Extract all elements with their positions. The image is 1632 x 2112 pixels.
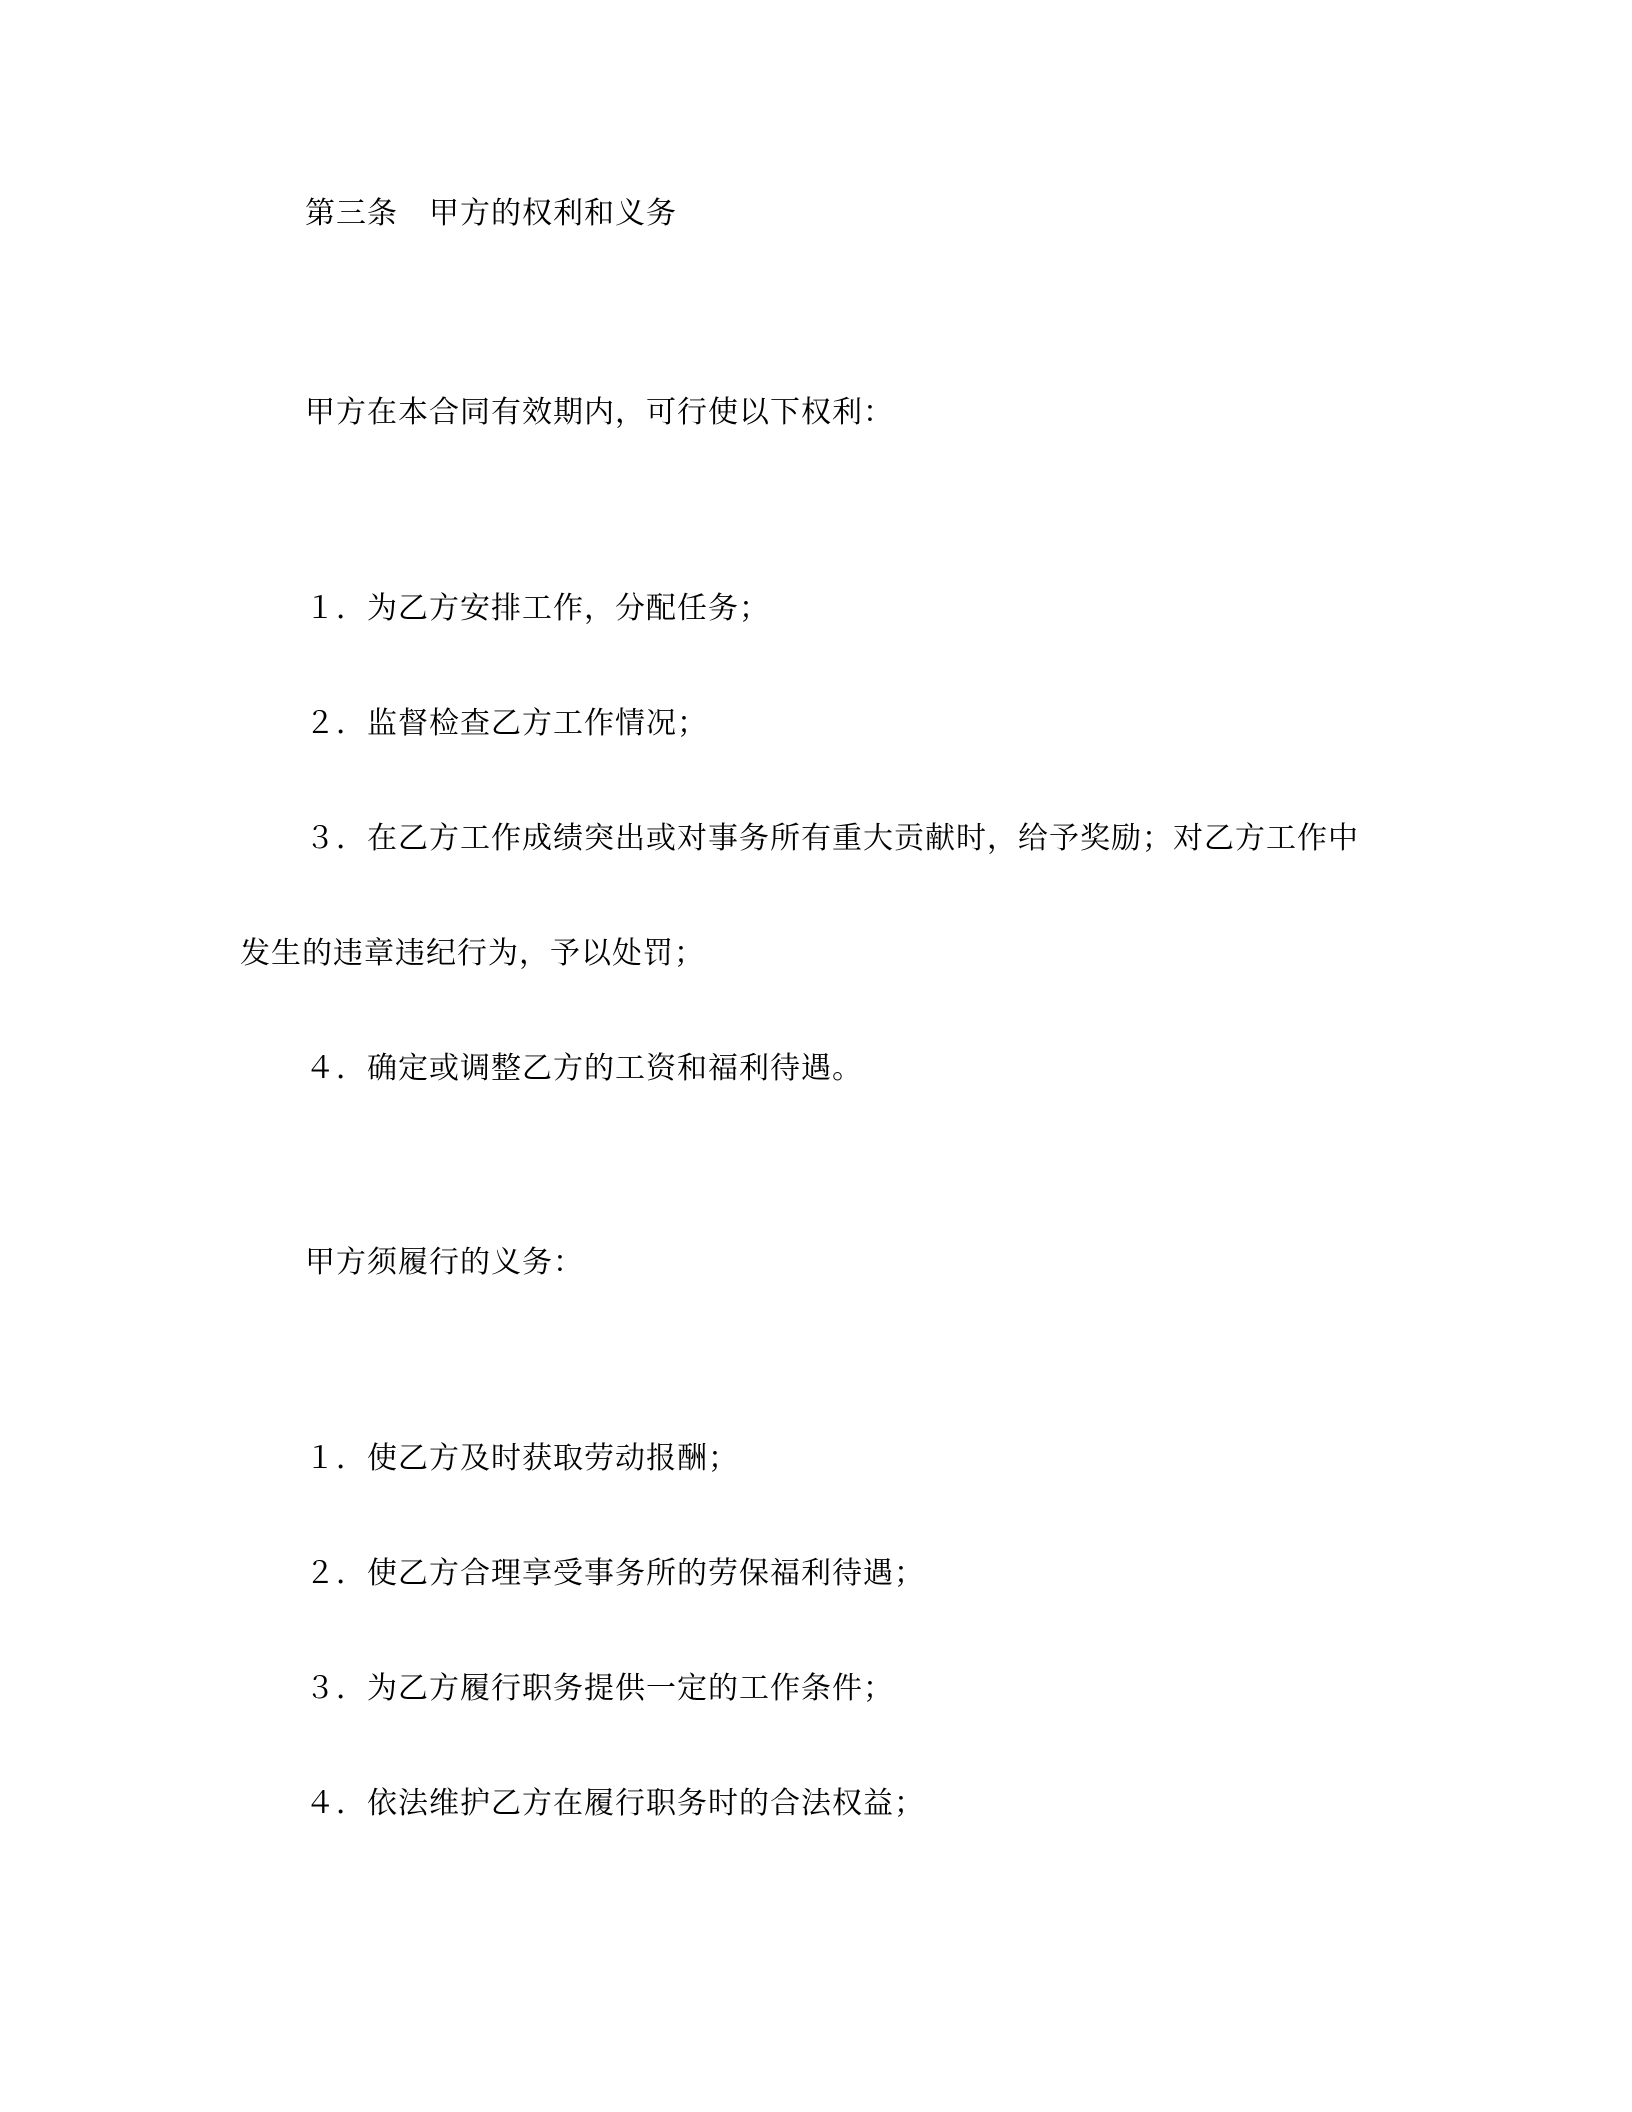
- obligations-item-1: １．使乙方及时获取劳动报酬；: [305, 1441, 739, 1476]
- rights-item-3-continued: 发生的违章违纪行为，予以处罚；: [240, 936, 705, 971]
- rights-item-1: １．为乙方安排工作，分配任务；: [305, 591, 770, 626]
- obligations-item-2: ２．使乙方合理享受事务所的劳保福利待遇；: [305, 1556, 925, 1591]
- article-heading: 第三条 甲方的权利和义务: [305, 196, 677, 231]
- rights-intro: 甲方在本合同有效期内，可行使以下权利：: [305, 395, 894, 430]
- obligations-intro: 甲方须履行的义务：: [305, 1245, 584, 1280]
- rights-item-3: ３．在乙方工作成绩突出或对事务所有重大贡献时，给予奖励；对乙方工作中: [305, 821, 1359, 856]
- obligations-item-4: ４．依法维护乙方在履行职务时的合法权益；: [305, 1786, 925, 1821]
- rights-item-4: ４．确定或调整乙方的工资和福利待遇。: [305, 1051, 863, 1086]
- rights-item-2: ２．监督检查乙方工作情况；: [305, 706, 708, 741]
- obligations-item-3: ３．为乙方履行职务提供一定的工作条件；: [305, 1671, 894, 1706]
